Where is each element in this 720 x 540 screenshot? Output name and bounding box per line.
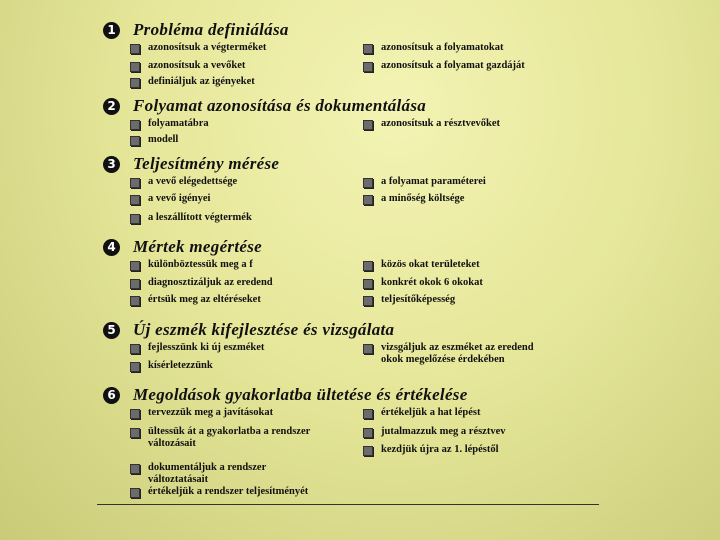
bullet-square-icon <box>130 344 140 354</box>
section-title: Mértek megértése <box>133 237 262 256</box>
bullet-square-icon <box>363 279 373 289</box>
bullet-square-icon <box>363 344 373 354</box>
step-number-badge: 5 <box>103 322 120 339</box>
bullet-square-icon <box>130 488 140 498</box>
bullet-square-icon <box>130 78 140 88</box>
bullet-square-icon <box>130 178 140 188</box>
bullet-square-icon <box>130 464 140 474</box>
step-number-badge: 6 <box>103 387 120 404</box>
bullet-square-icon <box>363 446 373 456</box>
step-number-badge: 3 <box>103 156 120 173</box>
section-title: Teljesítmény mérése <box>133 154 280 173</box>
bullet-square-icon <box>130 214 140 224</box>
section-title: Probléma definiálása <box>133 20 289 39</box>
bullet-square-icon <box>130 62 140 72</box>
section-title: Új eszmék kifejlesztése és vizsgálata <box>133 320 395 339</box>
bullet-square-icon <box>363 428 373 438</box>
bullet-square-icon <box>130 409 140 419</box>
bullet-square-icon <box>130 362 140 372</box>
bullet-square-icon <box>130 120 140 130</box>
bullet-square-icon <box>363 261 373 271</box>
section-title: Folyamat azonosítása és dokumentálása <box>133 96 427 115</box>
bullet-square-icon <box>130 428 140 438</box>
bullet-square-icon <box>363 62 373 72</box>
bullet-square-icon <box>363 120 373 130</box>
section-title: Megoldások gyakorlatba ültetése és értékelése <box>133 385 468 404</box>
bullet-square-icon <box>130 296 140 306</box>
bullet-square-icon <box>130 44 140 54</box>
bullet-square-icon <box>130 136 140 146</box>
bullet-square-icon <box>363 44 373 54</box>
step-number-badge: 4 <box>103 239 120 256</box>
bullet-square-icon <box>363 178 373 188</box>
bullet-square-icon <box>130 279 140 289</box>
bullet-square-icon <box>130 195 140 205</box>
step-number-badge: 1 <box>103 22 120 39</box>
bullet-square-icon <box>363 409 373 419</box>
bottom-divider <box>97 504 599 505</box>
bullet-square-icon <box>363 195 373 205</box>
step-number-badge: 2 <box>103 98 120 115</box>
bullet-square-icon <box>130 261 140 271</box>
bullet-square-icon <box>363 296 373 306</box>
